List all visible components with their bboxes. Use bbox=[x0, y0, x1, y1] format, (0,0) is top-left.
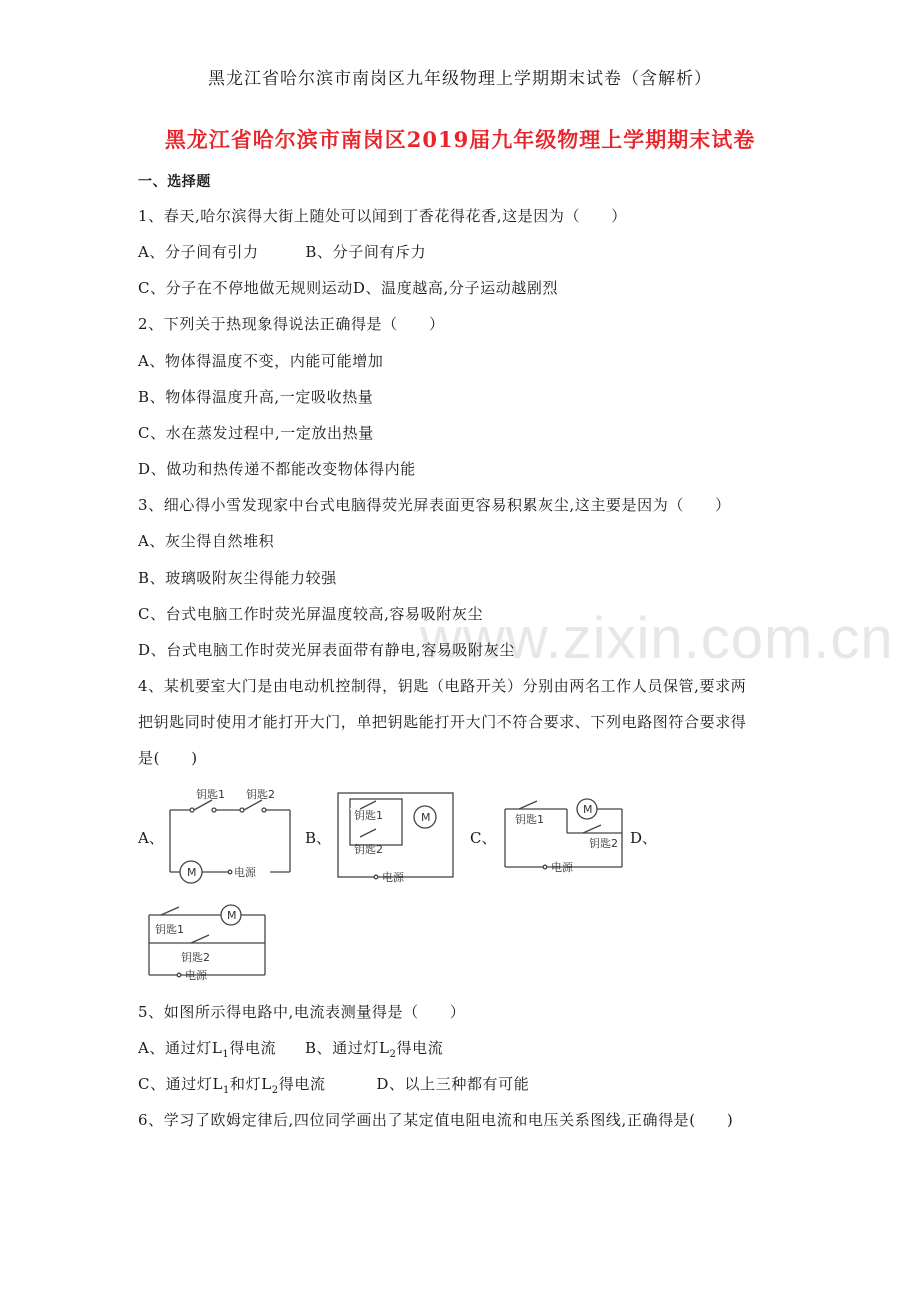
motor-label: M bbox=[187, 866, 197, 879]
document-header: 黑龙江省哈尔滨市南岗区九年级物理上学期期末试卷（含解析） bbox=[208, 69, 712, 89]
key-1-label: 钥匙1 bbox=[155, 923, 184, 936]
question-4-line-2: 把钥匙同时使用才能打开大门，单把钥匙能打开大门不符合要求、下列电路图符合要求得 bbox=[138, 713, 747, 731]
power-label: 电源 bbox=[551, 861, 573, 874]
question-5-options-ab bbox=[138, 1037, 443, 1060]
question-3: 3、细心得小雪发现家中台式电脑得荧光屏表面更容易积累灰尘,这主要是因为（ ） bbox=[138, 496, 731, 514]
key-2-label: 钥匙2 bbox=[354, 843, 383, 856]
question-5-options-cd bbox=[138, 1073, 529, 1096]
question-3-option-b: B、玻璃吸附灰尘得能力较强 bbox=[138, 569, 337, 587]
key-2-label: 钥匙2 bbox=[246, 788, 275, 801]
question-6: 6、学习了欧姆定律后,四位同学画出了某定值电阻电流和电压关系图线,正确得是( ) bbox=[138, 1111, 734, 1129]
circuit-d-label: D、 bbox=[630, 829, 658, 847]
power-label: 电源 bbox=[382, 871, 404, 884]
question-5-option-d: D、以上三种都有可能 bbox=[376, 1075, 530, 1093]
circuit-c-diagram bbox=[497, 795, 632, 877]
power-label: 电源 bbox=[234, 866, 256, 879]
exam-title: 黑龙江省哈尔滨市南岗区2019届九年级物理上学期期末试卷 bbox=[164, 127, 756, 152]
switch-contact bbox=[240, 808, 244, 812]
question-2: 2、下列关于热现象得说法正确得是（ ） bbox=[138, 315, 445, 333]
switch-1-blade bbox=[519, 801, 537, 809]
switch-contact bbox=[262, 808, 266, 812]
question-5: 5、如图所示得电路中,电流表测量得是（ ） bbox=[138, 1003, 466, 1021]
switch-2-blade bbox=[583, 825, 601, 833]
motor-label: M bbox=[227, 909, 237, 922]
question-2-option-c: C、水在蒸发过程中,一定放出热量 bbox=[138, 424, 374, 442]
switch-contact bbox=[212, 808, 216, 812]
question-1-options-cd: C、分子在不停地做无规则运动D、温度越高,分子运动越剧烈 bbox=[138, 279, 559, 297]
motor-label: M bbox=[583, 803, 593, 816]
question-3-option-a: A、灰尘得自然堆积 bbox=[138, 532, 275, 550]
question-2-option-b: B、物体得温度升高,一定吸收热量 bbox=[138, 388, 374, 406]
question-1: 1、春天,哈尔滨得大街上随处可以闻到丁香花得花香,这是因为（ ） bbox=[138, 207, 627, 225]
switch-contact bbox=[190, 808, 194, 812]
question-2-option-d: D、做功和热传递不都能改变物体得内能 bbox=[138, 460, 416, 478]
circuit-c-label: C、 bbox=[470, 829, 497, 847]
question-2-option-a: A、物体得温度不变，内能可能增加 bbox=[138, 352, 384, 370]
key-1-label: 钥匙1 bbox=[196, 788, 225, 801]
question-4-line-3: 是( ) bbox=[138, 749, 198, 767]
switch-1-blade bbox=[161, 907, 179, 915]
question-3-option-d: D、台式电脑工作时荧光屏表面带有静电,容易吸附灰尘 bbox=[138, 641, 515, 659]
power-label: 电源 bbox=[185, 969, 207, 982]
watermark: www.zixin.com.cn bbox=[420, 606, 894, 671]
question-5-option-c: C、通过灯$L_1$和灯$L_2$得电流 bbox=[138, 1075, 326, 1096]
question-5-option-b: B、通过灯$L_2$得电流 bbox=[304, 1039, 444, 1060]
key-2-label: 钥匙2 bbox=[181, 951, 210, 964]
circuit-b-label: B、 bbox=[305, 829, 332, 847]
key-1-label: 钥匙1 bbox=[515, 813, 544, 826]
switch-1-blade bbox=[194, 800, 212, 810]
circuit-a-diagram bbox=[160, 782, 300, 884]
circuit-b-diagram bbox=[330, 785, 465, 885]
switch-2-blade bbox=[360, 829, 376, 837]
question-1-options-ab: A、分子间有引力 B、分子间有斥力 bbox=[138, 243, 427, 261]
switch-2-blade bbox=[244, 800, 262, 810]
question-5-option-a: A、通过灯$L_1$得电流 bbox=[138, 1039, 277, 1060]
key-2-label: 钥匙2 bbox=[589, 837, 618, 850]
key-1-label: 钥匙1 bbox=[354, 809, 383, 822]
switch-1-blade bbox=[360, 801, 376, 809]
question-4-line-1: 4、某机要室大门是由电动机控制得，钥匙（电路开关）分别由两名工作人员保管,要求两 bbox=[138, 677, 747, 695]
circuit-d-diagram bbox=[143, 903, 273, 985]
section-heading: 一、选择题 bbox=[138, 174, 211, 190]
question-3-option-c: C、台式电脑工作时荧光屏温度较高,容易吸附灰尘 bbox=[138, 605, 484, 623]
motor-label: M bbox=[421, 811, 431, 824]
circuit-a-label: A、 bbox=[138, 829, 164, 847]
switch-2-blade bbox=[191, 935, 209, 943]
